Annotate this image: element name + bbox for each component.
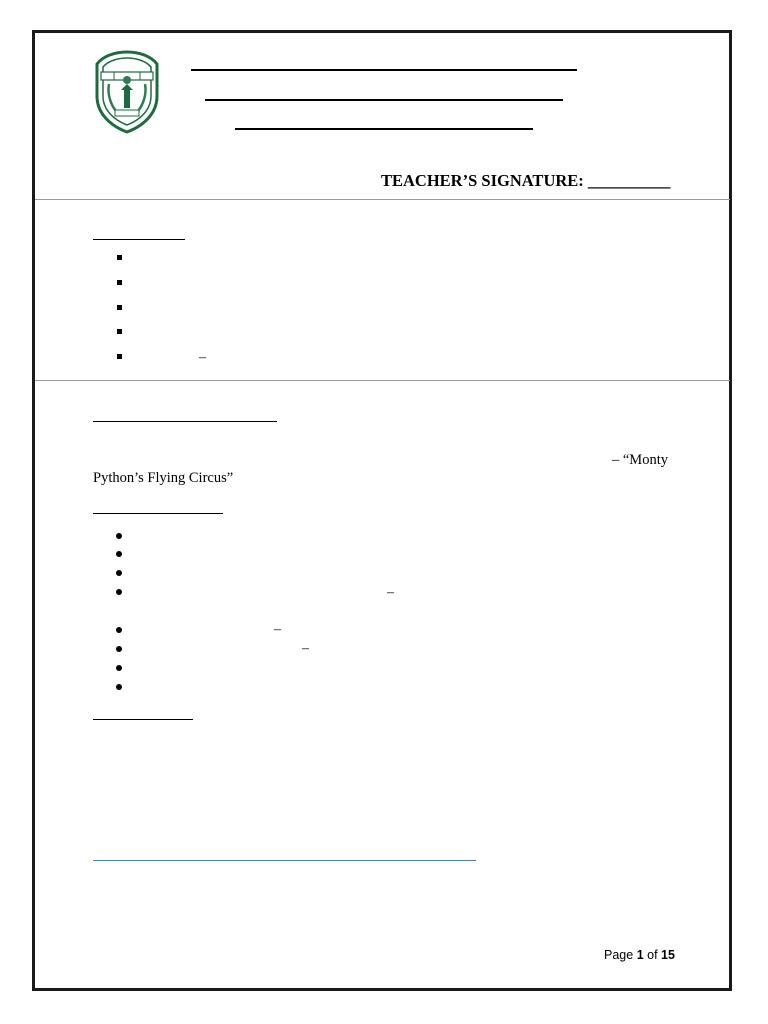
- teacher-signature: [381, 171, 670, 191]
- page-number: [604, 948, 675, 962]
- list-bullet: [116, 589, 122, 595]
- list-bullet: [116, 570, 122, 576]
- signature-label: TEACHER’S SIGNATURE:: [381, 171, 584, 190]
- quote-line-2: Python’s Flying Circus”: [93, 470, 234, 486]
- title-line-1: [191, 69, 577, 71]
- page-total: 15: [661, 948, 675, 962]
- list-bullet: [117, 280, 122, 285]
- list-bullet: [116, 665, 122, 671]
- list-bullet: [116, 684, 122, 690]
- dash: –: [387, 585, 394, 600]
- list-bullet: [116, 533, 122, 539]
- list-bullet: [117, 305, 122, 310]
- list-bullet: [116, 646, 122, 652]
- list-bullet: [116, 551, 122, 557]
- section-heading-underline: [93, 513, 223, 514]
- list-bullet: [116, 627, 122, 633]
- section-heading-underline: [93, 239, 185, 240]
- title-line-3: [235, 128, 533, 130]
- school-logo: [93, 50, 161, 134]
- list-bullet: [117, 255, 122, 260]
- dash: –: [302, 641, 309, 656]
- list-bullet: [117, 329, 122, 334]
- section-divider: [35, 380, 730, 381]
- section-heading-underline: [93, 719, 193, 720]
- page-prefix: Page: [604, 948, 634, 962]
- section-heading-underline: [93, 421, 277, 422]
- dash: –: [199, 350, 206, 365]
- hyperlink-underline[interactable]: [93, 860, 476, 861]
- page-current: 1: [636, 948, 644, 962]
- title-line-2: [205, 99, 563, 101]
- section-divider: [35, 199, 730, 200]
- dash: –: [274, 622, 281, 637]
- signature-blank: __________: [587, 171, 671, 190]
- page-of: of: [647, 948, 658, 962]
- quote-line-1: – “Monty: [612, 452, 668, 468]
- list-bullet: [117, 354, 122, 359]
